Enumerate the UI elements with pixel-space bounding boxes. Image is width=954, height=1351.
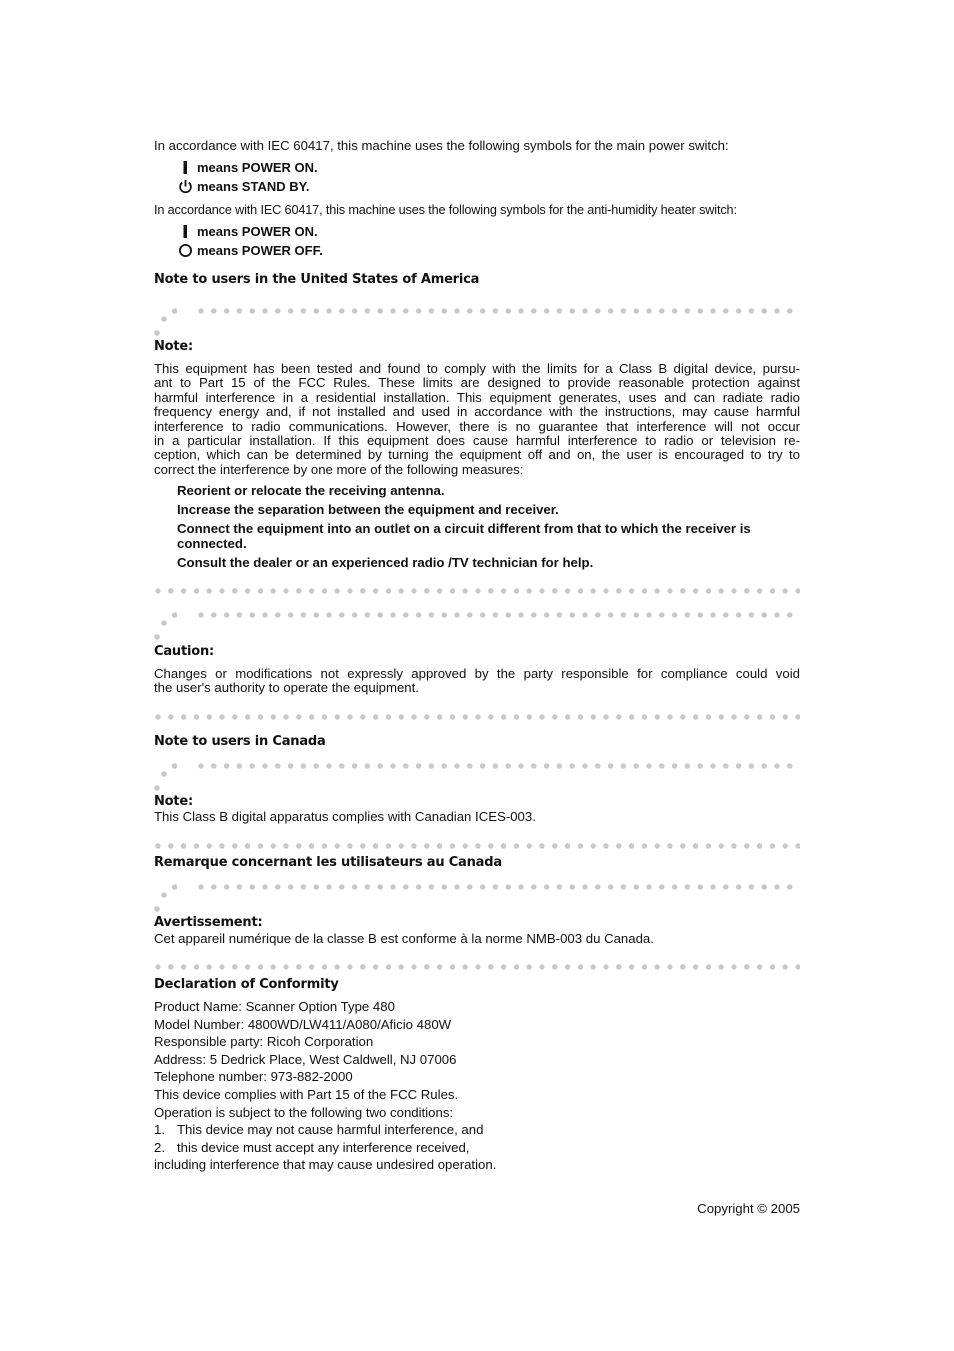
standby-item	[178, 177, 309, 195]
canada-fr-note-text: Cet appareil numérique de la classe B est conforme à la norme NMB-003 du Canada.	[154, 931, 654, 946]
declaration-line: Responsible party: Ricoh Corporation	[154, 1034, 374, 1050]
canada-note-label: Note:	[154, 794, 194, 809]
measure-item: Connect the equipment into an outlet on a circuit different from that to which the receiver is connected.	[177, 521, 751, 551]
power-off-circle-icon	[178, 243, 193, 258]
condition-number: 2.	[154, 1139, 165, 1155]
caution-label: Caution:	[154, 644, 215, 659]
canada-fr-note-top-border	[197, 882, 800, 892]
condition-text: This device may not cause harmful interference, and	[177, 1122, 484, 1138]
note-line: ception, which can be determined by turning the equipment off and on, the user is encouraged to try to	[154, 447, 800, 463]
condition-item	[154, 1121, 496, 1139]
note-line: in a particular installation. If this equipment does cause harmful interference to radio or television re-	[154, 433, 800, 449]
condition-item	[154, 1139, 496, 1157]
caution-box-corner	[154, 606, 184, 640]
note-box-corner	[154, 302, 184, 336]
declaration-closing: including interference that may cause undesired operation.	[154, 1157, 497, 1173]
power-on-label: means POWER ON.	[197, 159, 318, 175]
note-line: frequency energy and, if not installed and used in accordance with the instructions, may cause harmful	[154, 404, 800, 420]
canada-fr-note-bottom-border	[154, 962, 800, 972]
heater-power-on-item	[178, 222, 318, 240]
power-on-bar-icon	[178, 160, 193, 175]
declaration-line: Product Name: Scanner Option Type 480	[154, 999, 395, 1014]
heater-switch-intro: In accordance with IEC 60417, this machine uses the following symbols for the anti-humidity heater switch:	[154, 203, 737, 217]
note-line: ant to Part 15 of the FCC Rules. These limits are designed to provide reasonable protection against	[154, 375, 800, 391]
note-line: harmful interference in a residential installation. This equipment generates, uses and can radiate radio	[154, 389, 800, 405]
measure-item: Increase the separation between the equipment and receiver.	[177, 502, 559, 517]
heater-power-off-item	[178, 241, 323, 259]
declaration-body	[154, 998, 496, 1174]
note-box-bottom-border	[154, 586, 800, 596]
standby-power-icon	[178, 179, 193, 194]
heater-power-on-label: means POWER ON.	[197, 223, 318, 239]
measure-item: Consult the dealer or an experienced radio /TV technician for help.	[177, 555, 594, 570]
canada-fr-note-corner	[154, 878, 184, 912]
usa-heading: Note to users in the United States of America	[154, 272, 480, 287]
declaration-line: Address: 5 Dedrick Place, West Caldwell, NJ 07006	[154, 1051, 457, 1067]
standby-label: means STAND BY.	[197, 178, 310, 194]
declaration-heading: Declaration of Conformity	[154, 977, 339, 992]
note-box-top-border	[197, 306, 800, 316]
caution-box-top-border	[197, 610, 800, 620]
canada-note-text: This Class B digital apparatus complies with Canadian ICES-003.	[154, 809, 536, 824]
power-switch-intro: In accordance with IEC 60417, this machine uses the following symbols for the main power switch:	[154, 138, 729, 153]
measure-item: Reorient or relocate the receiving antenna.	[177, 483, 445, 498]
declaration-line: Operation is subject to the following two conditions:	[154, 1104, 454, 1120]
power-on-item	[178, 158, 318, 176]
note-line: correct the interference by one more of the following measures:	[154, 461, 524, 477]
condition-text: this device must accept any interference received,	[177, 1139, 470, 1155]
note-line: interference to radio communications. However, there is no guarantee that interference will not occur	[154, 418, 800, 434]
canada-heading: Note to users in Canada	[154, 734, 326, 749]
declaration-line: Telephone number: 973-882-2000	[154, 1069, 353, 1085]
canada-fr-heading: Remarque concernant les utilisateurs au Canada	[154, 855, 502, 870]
usa-note-paragraph	[154, 362, 800, 477]
heater-power-off-label: means POWER OFF.	[197, 242, 323, 258]
canada-note-corner	[154, 757, 184, 791]
note-line: This equipment has been tested and found to comply with the limits for a Class B digital device, pursu-	[154, 361, 800, 376]
caution-line: Changes or modifications not expressly approved by the party responsible for compliance could void	[154, 666, 800, 681]
caution-line: the user's authority to operate the equipment.	[154, 680, 419, 696]
declaration-line: Model Number: 4800WD/LW411/A080/Aficio 480W	[154, 1016, 452, 1032]
canada-note-bottom-border	[154, 841, 800, 851]
power-on-bar-icon	[178, 224, 193, 239]
condition-number: 1.	[154, 1122, 165, 1138]
declaration-line: This device complies with Part 15 of the FCC Rules.	[154, 1086, 459, 1102]
usa-note-label: Note:	[154, 339, 194, 354]
canada-fr-note-label: Avertissement:	[154, 915, 263, 930]
caution-paragraph	[154, 667, 800, 696]
copyright-notice: Copyright © 2005	[697, 1201, 800, 1216]
canada-note-top-border	[197, 761, 800, 771]
caution-box-bottom-border	[154, 712, 800, 722]
